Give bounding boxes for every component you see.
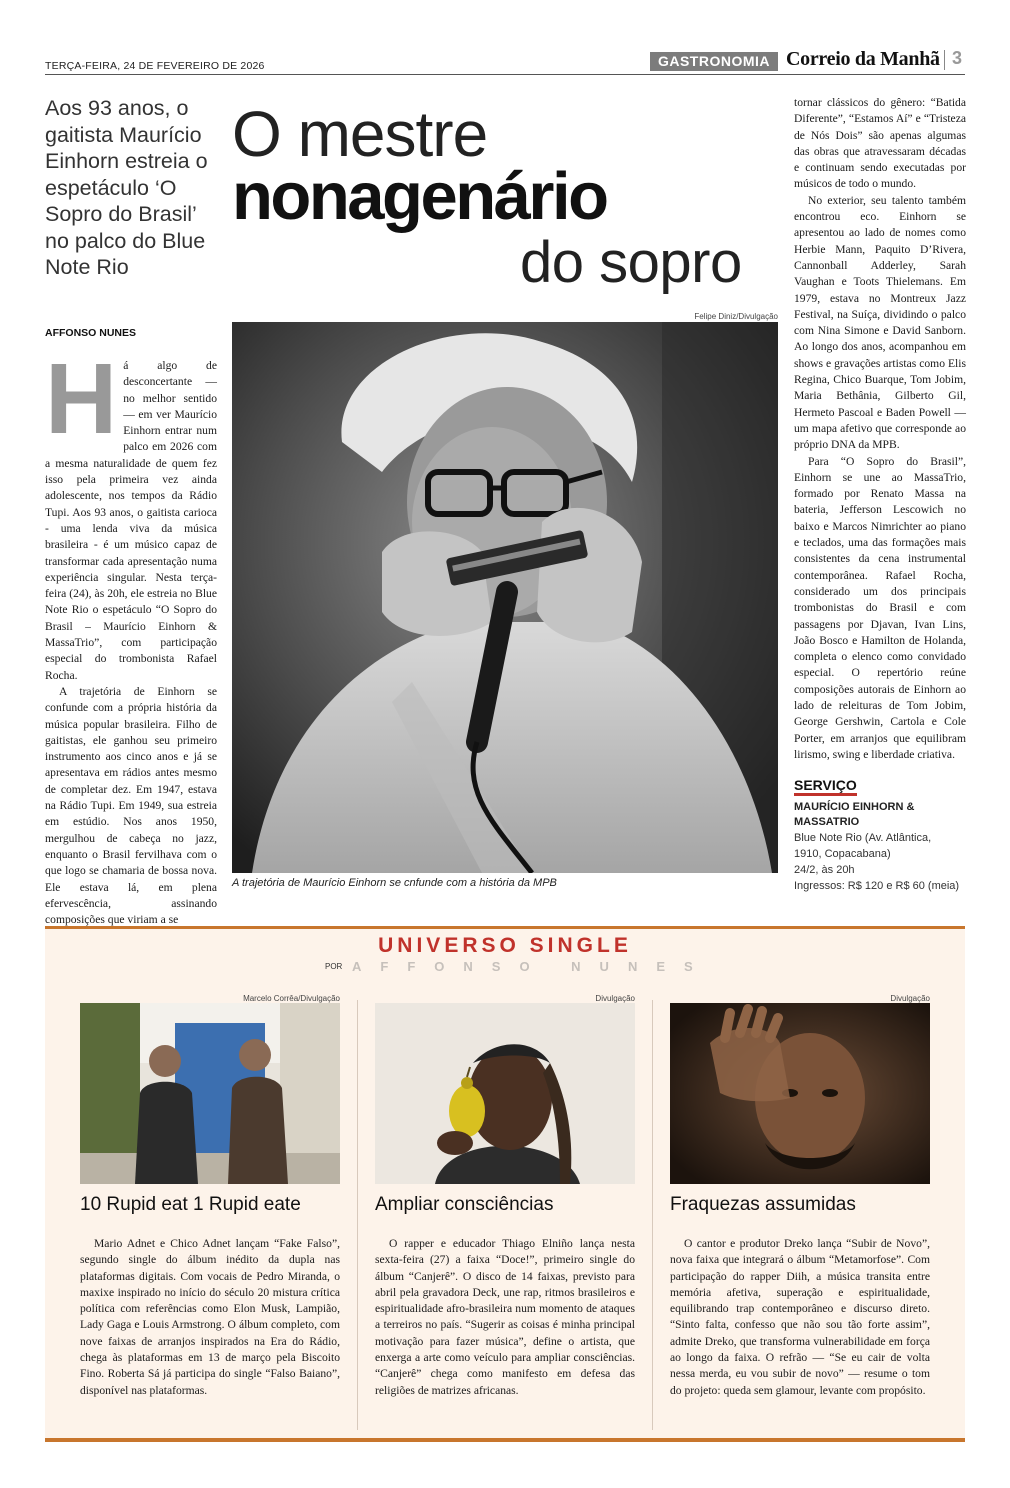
universo-single-author: AFFONSO NUNES (352, 959, 712, 974)
single-2-headline: Ampliar consciências (375, 1194, 554, 1215)
service-event-name-1: MAURÍCIO EINHORN & (794, 801, 915, 813)
column-divider (357, 1000, 358, 1430)
headline-line-1: O mestre (232, 98, 488, 170)
single-1-body: Mario Adnet e Chico Adnet lançam “Fake Falso”, segundo single do álbum inédito da dupla nas plataformas digitais. Com vocais de Pedro Miranda, o maxixe inspirado no início do século 20 mistura crítica política com referências como Elon Musk, Lampião, Lady Gaga e Louis Armstrong. O álbum completo, com nove faixas de arranjos inspirados na Era do Rádio, chega às plataformas em 13 de março pela Biscoito Fino. Roberta Sá já participa do single “Falso Baiano”, disponível nas plataformas. (80, 1237, 340, 1397)
article-deck: Aos 93 anos, o gaitista Maurício Einhorn estreia o espetáculo ‘O Sopro do Brasil’ no palco do Blue Note Rio (45, 96, 208, 279)
article-paragraph: tornar clássicos do gênero: “Batida Diferente”, “Estamos Aí” e “Tristeza de Nós Dois” são apenas algumas das obras que atravessaram décadas e continuam sendo executadas por músicos de todo o mundo. (794, 96, 966, 191)
single-1-photo (80, 1003, 340, 1184)
service-venue-2: 1910, Copacabana) (794, 848, 891, 860)
service-tickets: Ingressos: R$ 120 e R$ 60 (meia) (794, 880, 960, 892)
universo-single-title: UNIVERSO SINGLE (378, 934, 632, 957)
photo-credit: Felipe Diniz/Divulgação (694, 312, 778, 321)
masthead: Correio da Manhã (786, 48, 940, 70)
single-1-headline: 10 Rupid eat 1 Rupid eate (80, 1194, 301, 1215)
drop-cap: H (45, 343, 118, 455)
single-2-body: O rapper e educador Thiago Elniño lança nesta sexta-feira (27) a faixa “Doce!”, primeiro single do álbum “Canjerê”. O disco de 14 faixas, previsto para abril pela gravadora Deck, une rap, ritmos brasileiros e espiritualidade afro-brasileira num momento de ataques a terreiros no país. “Sugerir as coisas é minha principal motivação para fazer música”, define o artista, que enxerga a arte como veículo para ampliar consciências. “Canjerê” chega como manifesto em defesa das religiões de matrizes africanas. (375, 1237, 635, 1397)
page-number: 3 (952, 48, 963, 68)
service-title: SERVIÇO (794, 778, 857, 796)
article-paragraph: Para “O Sopro do Brasil”, Einhorn se une ao MassaTrio, formado por Renato Massa na bateria, Jefferson Lescowich no baixo e Marcos Nimrichter ao piano e teclados, uma das formações mais consistentes da cena instrumental contemporânea. Rafael Rocha, considerado um dos principais trombonistas do Brasil e com passagens por Djavan, Ivan Lins, João Bosco e Hamilton de Holanda, completa o elenco como convidado especial. O repertório reúne composições autorais de Einhorn ao lado de releituras de Tom Jobim, George Gershwin, Cartola e Cole Porter, em arranjos que equilibram lirismo, swing e liberdade criativa. (794, 454, 966, 761)
single-3-body: O cantor e produtor Dreko lança “Subir de Novo”, nova faixa que integrará o álbum “Metamorfose”. Com participação do rapper Diih, a música transita entre memória afetiva, superação e espiritualidade, equilibrando trap contemporâneo e discurso direto. “Sinto falta, confesso que não sou tão forte assim”, admite Dreko, que transforma vulnerabilidade em força ao longo da faixa. O refrão — “Se eu cair de volta nessa merda, eu vou subir de novo” — resume o tom do projeto: queda sem glamour, levante com propósito. (670, 1237, 930, 1397)
single-2-photo (375, 1003, 635, 1184)
article-paragraph: á algo de desconcertante — no melhor sentido — em ver Maurício Einhorn entrar num palco em 2026 com a mesma naturalidade de quem fez isso pela primeira vez ainda adolescente, nos tempos da Rádio Tupi. Aos 93 anos, o gaitista carioca - uma lenda viva da música brasileira - é um músico capaz de transformar cada apresentação numa experiência singular. Nesta terça-feira (24), às 20h, ele estreia no Blue Note Rio o espetáculo “O Sopro do Brasil – Maurício Einhorn & MassaTrio”, com participação especial do trombonista Rafael Rocha. (45, 359, 217, 682)
header-rule (45, 74, 965, 75)
service-date: 24/2, às 20h (794, 864, 855, 876)
article-paragraph: A trajetória de Einhorn se confunde com a própria história da música popular brasileira. Filho de gaitistas, ele ganhou seu primeiro instrumento aos cinco anos e já se apresentava em rádios antes mesmo de completar dez. Em 1947, estava na Rádio Tupi. Em 1949, sua estreia em estúdio. Nos anos 1950, mergulhou de cabeça no jazz, enquanto o Brasil fervilhava com o que logo se chamaria de bossa nova. Ele estava lá, em plena efervescência, assinando composições que viriam a se (45, 684, 217, 927)
column-divider (652, 1000, 653, 1430)
article-paragraph: No exterior, seu talento também encontrou eco. Einhorn se apresentou ao lado de nomes como Herbie Mann, Paquito D’Rivera, Cannonball Adderley, Sarah Vaughan e Toots Thielemans. Em 1979, estava no Montreux Jazz Festival, na Suíça, dividindo o palco com Nina Simone e David Sanborn. Ao longo dos anos, acompanhou em shows e gravações artistas como Elis Regina, Chico Buarque, Tom Jobim, Maria Bethânia, Gilberto Gil, Hermeto Pascoal e Baden Powell — um mapa afetivo que corresponde ao próprio DNA da MPB. (794, 193, 966, 452)
section-tag: GASTRONOMIA (650, 52, 778, 71)
single-3-headline: Fraquezas assumidas (670, 1194, 856, 1215)
page-number-divider (944, 50, 945, 70)
article-column-1 (45, 343, 217, 928)
single-2-photo-credit: Divulgação (595, 994, 635, 1003)
single-3-photo (670, 1003, 930, 1184)
universo-single-by: POR (325, 962, 343, 971)
byline: AFFONSO NUNES (45, 327, 137, 339)
universo-single-bottom-rule (45, 1438, 965, 1442)
service-event-name-2: MASSATRIO (794, 816, 860, 828)
service-venue-1: Blue Note Rio (Av. Atlântica, (794, 832, 932, 844)
single-1-photo-credit: Marcelo Corrêa/Divulgação (243, 994, 340, 1003)
article-column-3 (794, 95, 966, 763)
headline-line-2: nonagenário (232, 159, 607, 234)
issue-date: TERÇA-FEIRA, 24 DE FEVEREIRO DE 2026 (45, 60, 265, 72)
service-box (794, 777, 966, 894)
photo-caption: A trajetória de Maurício Einhorn se cnfunde com a história da MPB (232, 877, 557, 889)
main-photo (232, 322, 778, 873)
headline-line-3: do sopro (520, 230, 742, 295)
single-3-photo-credit: Divulgação (890, 994, 930, 1003)
